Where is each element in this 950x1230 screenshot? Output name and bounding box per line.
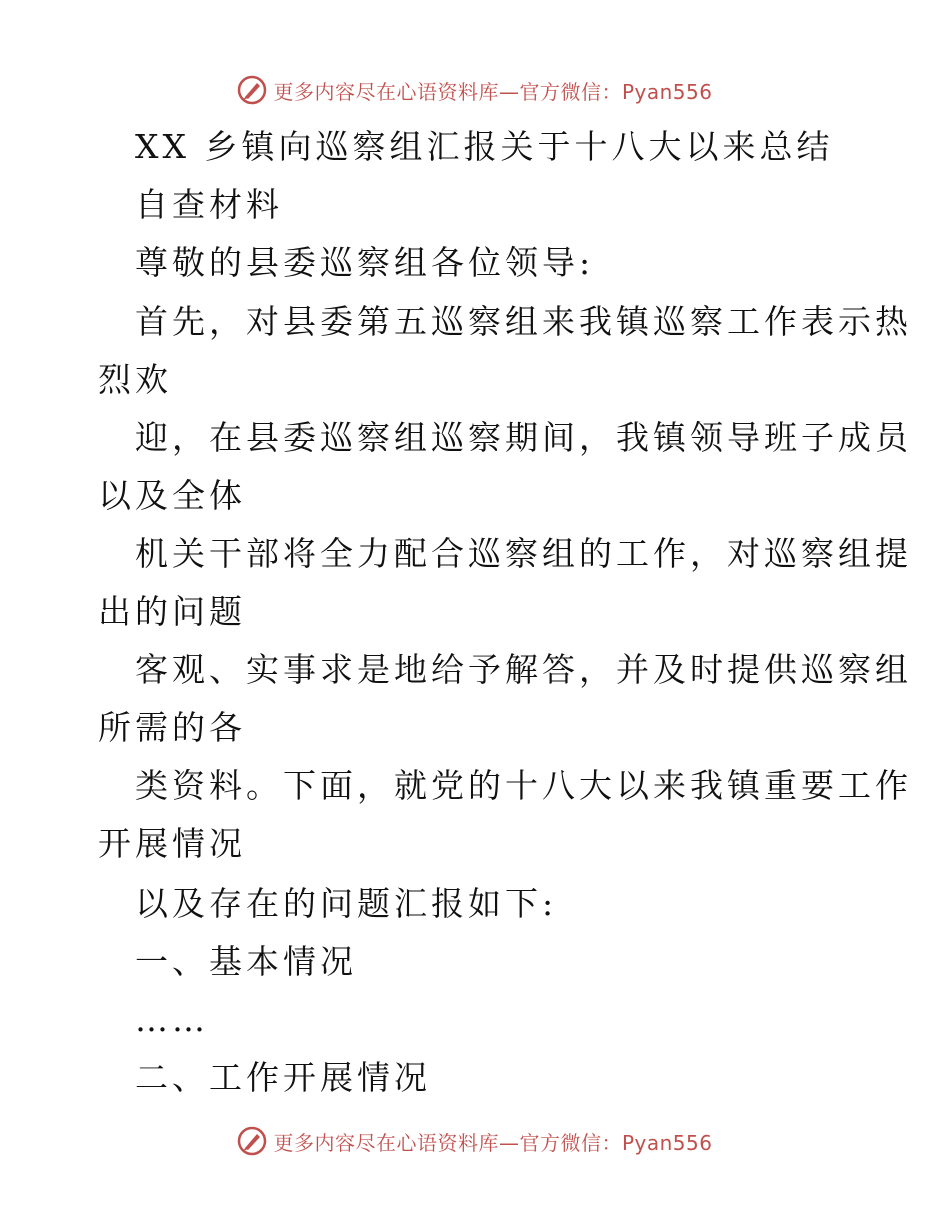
pen-logo-icon bbox=[237, 1126, 267, 1156]
paragraph-line: 烈欢 bbox=[98, 360, 172, 399]
ellipsis: …… bbox=[135, 1000, 209, 1039]
section-heading-2: 二、工作开展情况 bbox=[135, 1058, 431, 1097]
watermark-text: 更多内容尽在心语资料库—官方微信：Pyan556 bbox=[273, 1130, 713, 1155]
paragraph-line: 类资料。下面，就党的十八大以来我镇重要工作 bbox=[135, 766, 912, 805]
salutation: 尊敬的县委巡察组各位领导: bbox=[135, 243, 595, 282]
watermark-text: 更多内容尽在心语资料库—官方微信：Pyan556 bbox=[273, 79, 713, 104]
paragraph-line: 迎，在县委巡察组巡察期间，我镇领导班子成员 bbox=[135, 418, 912, 457]
watermark-footer bbox=[0, 1121, 950, 1161]
paragraph-line: 开展情况 bbox=[98, 824, 246, 863]
paragraph-line: 以及全体 bbox=[98, 476, 246, 515]
paragraph-line: 客观、实事求是地给予解答，并及时提供巡察组 bbox=[135, 650, 912, 689]
paragraph-line: 所需的各 bbox=[98, 708, 246, 747]
document-title-line-2: 自查材料 bbox=[135, 185, 283, 224]
paragraph-line: 以及存在的问题汇报如下: bbox=[135, 884, 558, 923]
section-heading-1: 一、基本情况 bbox=[135, 942, 357, 981]
paragraph-line: 出的问题 bbox=[98, 592, 246, 631]
paragraph-line: 首先，对县委第五巡察组来我镇巡察工作表示热 bbox=[135, 302, 912, 341]
document-title-line-1: XX 乡镇向巡察组汇报关于十八大以来总结 bbox=[135, 127, 834, 166]
paragraph-line: 机关干部将全力配合巡察组的工作，对巡察组提 bbox=[135, 534, 912, 573]
